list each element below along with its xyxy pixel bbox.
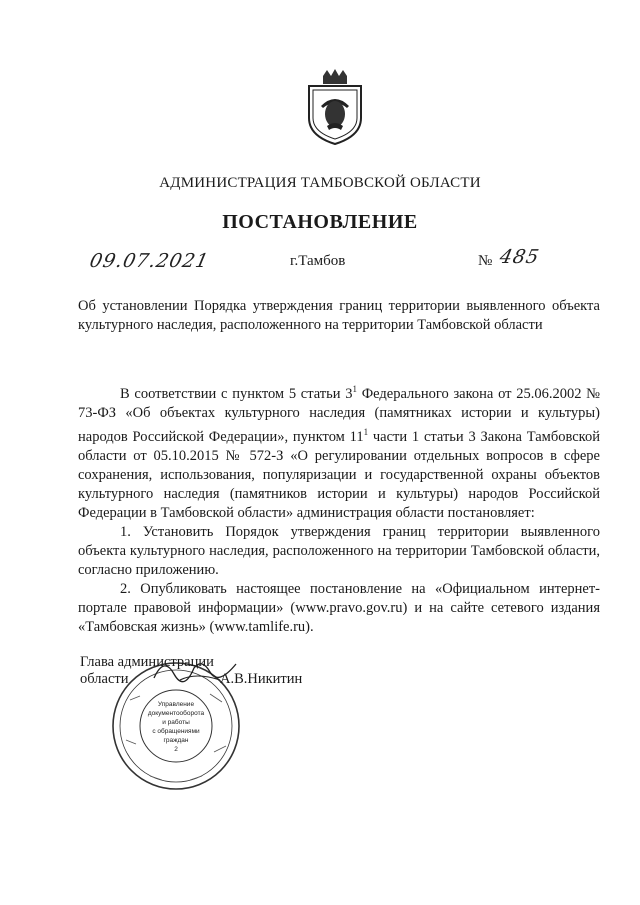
number-sign: № [478, 253, 493, 269]
signatory-title: Глава администрации [80, 654, 214, 670]
stamp-line: граждан [163, 737, 189, 744]
item-paragraph: 1. Установить Порядок утверждения границ территории выявленного объекта культурного наследия, расположенного на территории Тамбовской области, согласно приложению. [78, 524, 600, 578]
coat-of-arms-icon [303, 68, 367, 146]
document-subject: Об установлении Порядка утверждения границ территории выявленного объекта культурного наследия, расположенного на территории Тамбовской области [78, 298, 600, 333]
handwritten-signature [150, 650, 240, 690]
preamble-paragraph [78, 380, 600, 523]
document-date: 09.07.2021 [87, 250, 212, 272]
stamp-line: Управление [157, 701, 195, 708]
stamp-line: документооборота [147, 710, 205, 717]
stamp-line: и работы [162, 719, 190, 726]
stamp-line: с обращениями [152, 728, 200, 735]
preamble-part: Федерального закона от 25.06.2002 № 73-ФЗ «Об объектах культурного наследия (памятниках истории и культуры) народов Российской Федерации», пунктом 11 [78, 386, 600, 445]
stamp-line: 2 [174, 746, 178, 753]
signatory-region: области [80, 671, 129, 687]
preamble-part: В соответствии с пунктом 5 статьи 3 [120, 386, 353, 402]
organization-name: АДМИНИСТРАЦИЯ ТАМБОВСКОЙ ОБЛАСТИ [159, 175, 481, 191]
item-paragraph: 2. Опубликовать настоящее постановление на «Официальном интернет-портале правовой информации» (www.pravo.gov.ru) и на сайте сетевого издания «Тамбовская жизнь» (www.tamlife.ru). [78, 581, 600, 635]
superscript: 1 [352, 384, 357, 394]
document-city: г.Тамбов [290, 253, 346, 269]
document-type: ПОСТАНОВЛЕНИЕ [222, 211, 418, 233]
superscript: 1 [363, 427, 369, 437]
signatory-name: А.В.Никитин [220, 671, 303, 687]
document-body [78, 380, 600, 637]
document-number: 485 [497, 246, 542, 268]
preamble-part: части 1 статьи 3 Закона Тамбовской области от 05.10.2015 № 572-З «О регулировании отдельных вопросов в сфере сохранения, использования, популяризации и государственной охраны объектов культурного наследия (памятников истории и культуры) народов Российской Федерации в Тамбовской области» администрация области постановляет: [78, 429, 600, 521]
